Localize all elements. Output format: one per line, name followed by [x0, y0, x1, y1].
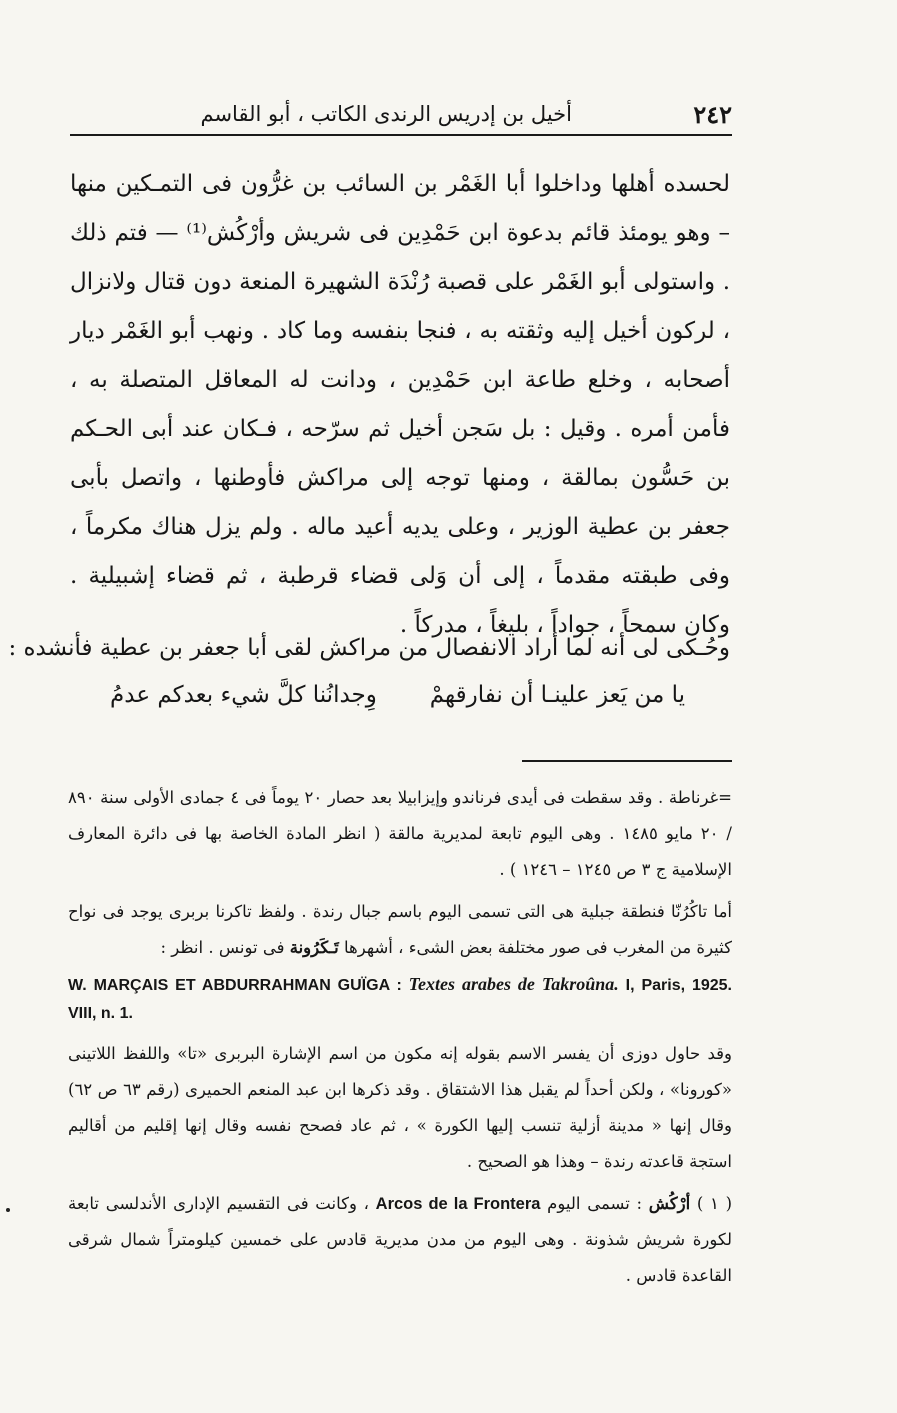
- footnote-takoronna-text: أما تاكُرُنّا فنطقة جبلية هى التى تسمى اليوم باسم جبال رندة . ولفظ تاكرنا بربرى يوجد فى نواح كثيرة من المغرب فى صور مختلفة بعض الشىء ، أشهرها: [68, 902, 732, 957]
- reference-title: Textes arabes de Takroûna.: [408, 974, 619, 994]
- footnote-marker: ( ١ ): [696, 1194, 733, 1213]
- footnote-rule: [522, 760, 732, 762]
- takrouna-term: تَـكَرُونة: [289, 938, 339, 957]
- page-number: ٢٤٢: [693, 100, 732, 129]
- reference-authors: W. MARÇAIS ET ABDURRAHMAN GUÏGA :: [68, 977, 402, 994]
- footnote-dozy: وقد حاول دوزى أن يفسر الاسم بقوله إنه مكون من اسم الإشارة البربرى «تا» واللفظ اللاتينى «كورونا» ، ولكن أحداً لم يقبل هذا الاشتقاق . وقد ذكرها ابن عبد المنعم الحميرى (رقم ٦٣ ص ٦٢) وقال إنها « مدينة أزلية تنسب إليها الكورة » ، ثم عاد فصحح نفسه وقال إنها إقليم من أقاليم استجة قاعدته رندة – وهذا هو الصحيح .: [68, 1044, 732, 1171]
- footnote-headword: أرْكُش: [648, 1194, 691, 1213]
- poem-hemistich-first: يا من يَعز علينـا أن نفارقهمْ: [429, 682, 685, 708]
- footnote-takoronna-suffix: فى تونس . انظر :: [160, 938, 285, 957]
- poem-hemistich-second: وِجدانُنا كلَّ شيء بعدكم عدمُ: [110, 682, 377, 708]
- reference-details: I, Paris, 1925. VIII, n. 1.: [68, 977, 732, 1022]
- body-paragraph: لحسده أهلها وداخلوا أبا الغَمْر بن السائب بن غرُّون فى التمـكين منها – وهو يومئذ قائم بدعوة ابن حَمْدِين فى شريش وأرْكُش⁽¹⁾ — فتم ذلك . واستولى أبو الغَمْر على قصبة رُنْدَة الشهيرة المنعة دون قتال ولانزال ، لركون أخيل إليه وثقته به ، فنجا بنفسه وما كاد . ونهب أبو الغَمْر ديار أصحابه ، وخلع طاعة ابن حَمْدِين ، ودانت له المعاقل المتصلة به ، فأمن أمره . وقيل : بل سَجن أخيل ثم سرّحه ، فـكان عند أبى الحـكم بن حَسُّون بمالقة ، ومنها توجه إلى مراكش فأوطنها ، واتصل بأبى جعفر بن عطية الوزير ، وعلى يديه أعيد ماله . ولم يزل هناك مكرماً ، وفى طبقته مقدماً ، إلى أن وَلى قضاء قرطبة ، ثم قضاء إشبيلية . وكان سمحاً ، جواداً ، بليغاً ، مدركاً .: [70, 171, 730, 638]
- footnote-arcos-text-a: : تسمى اليوم: [547, 1194, 643, 1213]
- bibliographic-reference: [68, 970, 732, 1028]
- main-text: [70, 160, 730, 650]
- running-title: أخيل بن إدريس الرندى الكاتب ، أبو القاسم: [200, 102, 572, 126]
- footnote-takoronna: [68, 894, 732, 966]
- footnote-continued: =غرناطة . وقد سقطت فى أيدى فرناندو وإيزابيلا بعد حصار ٢٠ يوماً فى ٤ جمادى الأولى سنة ٨٩٠ / ٢٠ مايو ١٤٨٥ . وهى اليوم تابعة لمديرية مالقة ( انظر المادة الخاصة بها فى دائرة المعارف الإسلامية ج ٣ ص ١٢٤٥ – ١٢٤٦ ) .: [68, 788, 733, 879]
- running-head: [70, 100, 732, 136]
- margin-speck: [6, 1208, 10, 1212]
- header-rule: [70, 134, 732, 136]
- poem-verse: [70, 682, 730, 722]
- footnotes: [68, 780, 732, 1300]
- poem-intro: وحُـكى لى أنه لما أراد الانفصال من مراكش لقى أبا جعفر بن عطية فأنشده :: [8, 635, 730, 661]
- footnote-1-arcos: [68, 1186, 732, 1294]
- arcos-latin-name: Arcos de la Frontera: [375, 1195, 541, 1213]
- footnote-arcos-text-b: ، وكانت فى التقسيم الإدارى الأندلسى تابعة لكورة شريش شذونة . وهى اليوم من مدن مديرية قادس على خمسين كيلومتراً شمال شرقى القاعدة قادس .: [68, 1194, 732, 1285]
